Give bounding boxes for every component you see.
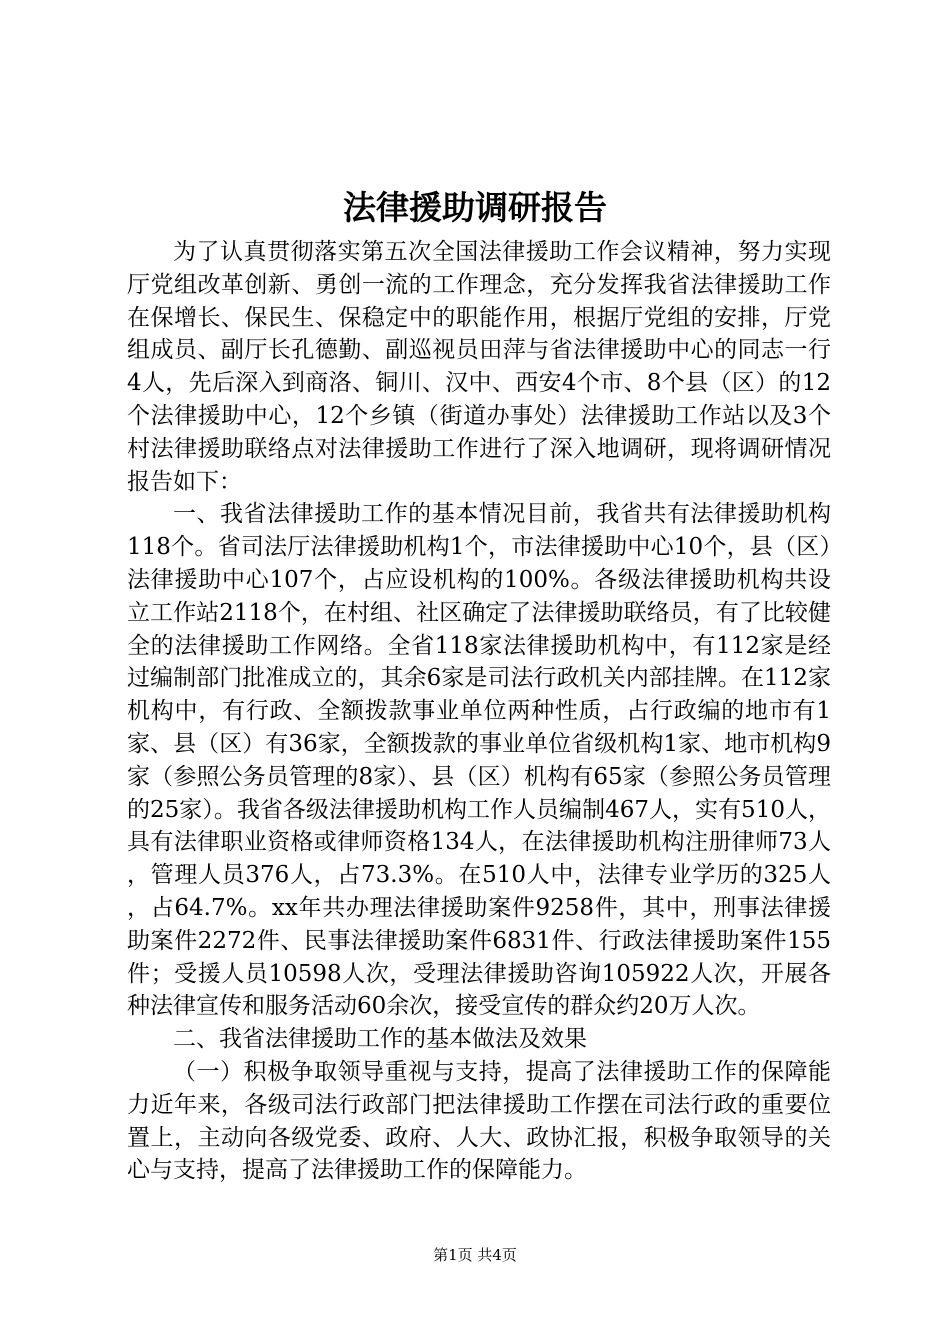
paragraph-basic-situation: 一、我省法律援助工作的基本情况目前，我省共有法律援助机构118个。省司法厅法律援助机构1个，市法律援助中心10个，县（区）法律援助中心107个，占应设机构的100%。各级法律援助机构共设立工作站2118个，在村组、社区确定了法律援助联络员，有了比较健全的法律援助工作网络。全省118家法律援助机构中，有112家是经过编制部门批准成立的，其余6家是司法行政机关内部挂牌。在112家机构中，有行政、全额拨款事业单位两种性质，占行政编的地市有1家、县（区）有36家，全额拨款的事业单位省级机构1家、地市机构9家（参照公务员管理的8家）、县（区）机构有65家（参照公务员管理的25家）。我省各级法律援助机构工作人员编制467人，实有510人，具有法律职业资格或律师资格134人，在法律援助机构注册律师73人，管理人员376人，占73.3%。在510人中，法律专业学历的325人，占64.7%。xx年共办理法律援助案件9258件，其中，刑事法律援助案件2272件、民事法律援助案件6831件、行政法律援助案件155件；受援人员10598人次，受理法律援助咨询105922人次，开展各种法律宣传和服务活动60余次，接受宣传的群众约20万人次。 <box>127 501 831 1020</box>
document-title: 法律援助调研报告 <box>343 188 607 227</box>
paragraph-leadership-support: （一）积极争取领导重视与支持，提高了法律援助工作的保障能力近年来，各级司法行政部门把法律援助工作摆在司法行政的重要位置上，主动向各级党委、政府、人大、政协汇报，积极争取领导的关心与支持，提高了法律援助工作的保障能力。 <box>127 1058 831 1184</box>
section-heading-practices: 二、我省法律援助工作的基本做法及效果 <box>173 1026 587 1053</box>
page-number-footer: 第1页 共4页 <box>433 1246 517 1264</box>
paragraph-intro: 为了认真贯彻落实第五次全国法律援助工作会议精神，努力实现厅党组改革创新、勇创一流的工作理念，充分发挥我省法律援助工作在保增长、保民生、保稳定中的职能作用，根据厅党组的安排，厅党组成员、副厅长孔德勤、副巡视员田萍与省法律援助中心的同志一行4人，先后深入到商洛、铜川、汉中、西安4个市、8个县（区）的12个法律援助中心，12个乡镇（街道办事处）法律援助工作站以及3个村法律援助联络点对法律援助工作进行了深入地调研，现将调研情况报告如下： <box>127 239 831 495</box>
document-body <box>127 236 831 1187</box>
